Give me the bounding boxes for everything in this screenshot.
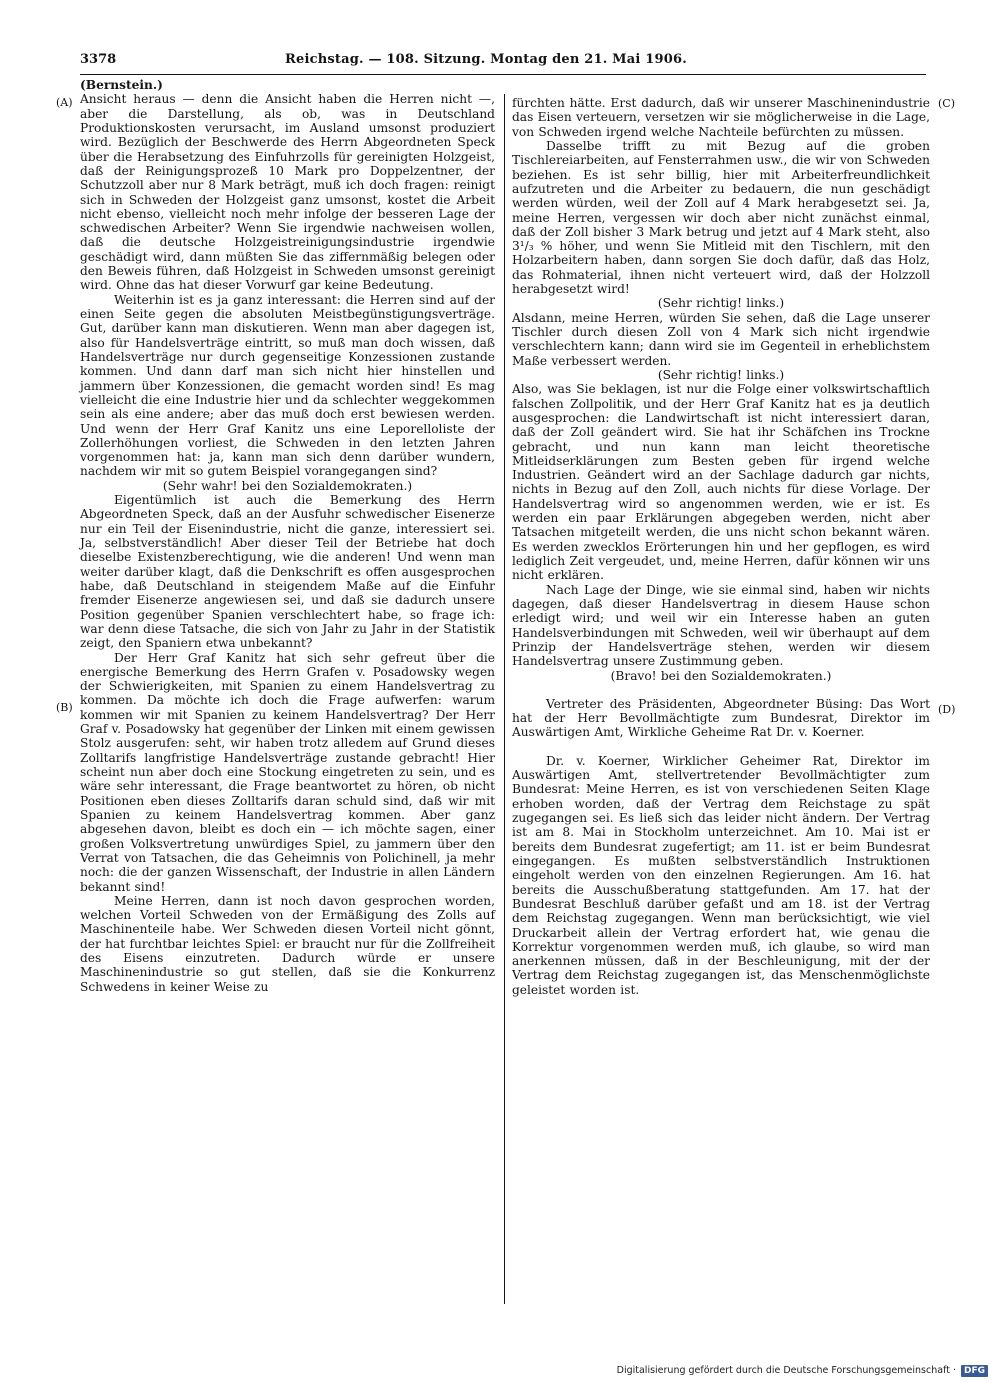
margin-marker-b: (B) — [56, 701, 73, 714]
header-rule — [80, 74, 926, 75]
interjection: (Sehr richtig! links.) — [657, 296, 785, 311]
paragraph: Alsdann, meine Herren, würden Sie sehen, daß die Lage unserer Tischler durch diesen Zoll von 4 Mark sich nicht irgendwie verschlechtern kann; dann wird sie im Gegenteil in erheblichstem Maße verbessert werden. — [512, 310, 930, 368]
left-column — [80, 78, 495, 994]
margin-marker-d: (D) — [938, 703, 956, 716]
running-title: Reichstag. — 108. Sitzung. Montag den 21. Mai 1906. — [285, 52, 687, 67]
margin-marker-a: (A) — [56, 96, 73, 109]
paragraph: Eigentümlich ist auch die Bemerkung des Herrn Abgeordneten Speck, daß an der Ausfuhr schwedischer Eisenerze nur ein Teil der Eisenindustrie, nicht die ganze, interessiert sei. Ja, selbstverständlich! Aber dieser Teil der Betriebe hat doch dieselbe Existenzberechtigung, wie die anderen! Und wenn man weiter darüber klagt, daß die Denkschrift es offen ausgesprochen habe, daß Deutschland in steigendem Maße auf die Einfuhr fremder Eisenerze angewiesen sei, und daß sie dadurch unsere Position gegenüber Spanien verschlechtert habe, so frage ich: war denn diese Tatsache, die sich von Jahr zu Jahr in der Statistik zeigt, den Spaniern etwa unbekannt? — [80, 493, 495, 651]
paragraph: Also, was Sie beklagen, ist nur die Folge einer volkswirtschaftlich falschen Zollpolitik, und der Herr Graf Kanitz hat es ja deutlich ausgesprochen: die Landwirtschaft ist nicht interessiert daran, daß der Zoll geändert wird. Sie hat ihr Schäfchen ins Trockne gebracht, und nun kann man leicht theoretische Mitleidserklärungen zum Besten geben für irgend welche Industrien. Geändert wird an der Sachlage dadurch gar nichts, nichts in Bezug auf den Zoll, auch nichts für diese Vorlage. Der Handelsvertrag wird so angenommen werden, wie er ist. Es werden ein paar Erklärungen abgegeben werden, nicht aber Tatsachen mitgeteilt werden, die uns nicht schon bekannt wären. Es werden zwecklos Erörterungen hin und her gepflogen, es wird lediglich Zeit vergeudet, und, meine Herren, dafür können wir uns nicht erklären. — [512, 382, 930, 583]
paragraph: Ansicht heraus — denn die Ansicht haben die Herren nicht —, aber die Darstellung, als ob, was in Deutschland Produktionskosten verursacht, im Ausland umsonst produziert wird. Bezüglich der Beschwerde des Herrn Abgeordneten Speck über die Herabsetzung des Einfuhrzolls für gereinigten Holzgeist, daß der Reinigungsprozeß 10 Mark pro Doppelzentner, der Schutzzoll aber nur 8 Mark beträgt, muß ich doch fragen: reinigt sich in Schweden der Holzgeist ganz umsonst, kostet die Arbeit nicht ebenso, vielleicht noch mehr infolge der besseren Lage der schwedischen Arbeiter? Wenn Sie irgendwie nachweisen wollen, daß die deutsche Holzgeistreinigungsindustrie irgendwie geschädigt wird, dann müßten Sie das ziffernmäßig belegen oder den Beweis führen, daß Holzgeist in Schweden umsonst gereinigt wird. Ohne das hat dieser Vorwurf gar keine Bedeutung. — [80, 92, 495, 293]
footer-text: Digitalisierung gefördert durch die Deutsche Forschungsgemeinschaft · — [616, 1365, 956, 1376]
speaker-label: (Bernstein.) — [80, 78, 163, 92]
dfg-logo-icon: DFG — [961, 1365, 988, 1377]
paragraph: Nach Lage der Dinge, wie sie einmal sind, haben wir nichts dagegen, daß dieser Handelsvertrag in diesem Hause schon erledigt wird; und weil wir ein Interesse haben an guten Handelsverbindungen mit Schweden, weil wir überhaupt auf dem Prinzip der Handelsverträge stehen, werden wir diesem Handelsvertrag unsere Zustimmung geben. — [512, 582, 930, 669]
interjection: (Sehr wahr! bei den Sozialdemokraten.) — [162, 478, 413, 493]
interjection: (Bravo! bei den Sozialdemokraten.) — [610, 668, 832, 683]
page-number: 3378 — [80, 52, 117, 67]
paragraph: Vertreter des Präsidenten, Abgeordneter Büsing: Das Wort hat der Herr Bevollmächtigte zum Bundesrat, Direktor im Auswärtigen Amt, Wirkliche Geheime Rat Dr. v. Koerner. — [512, 696, 930, 740]
margin-marker-c: (C) — [938, 97, 955, 110]
paragraph: Meine Herren, dann ist noch davon gesprochen worden, welchen Vorteil Schweden von der Ermäßigung des Zolls auf Maschinenteile habe. Wer Schweden diesen Vorteil nicht gönnt, der hat furchtbar leichtes Spiel: er braucht nur für die Zollfreiheit des Eisens einzutreten. Dadurch würde er unsere Maschinenindustrie so gut stellen, daß sie die Konkurrenz Schwedens in keiner Weise zu — [80, 893, 495, 994]
column-divider — [504, 94, 505, 1304]
paragraph: Weiterhin ist es ja ganz interessant: die Herren sind auf der einen Seite gegen die absoluten Meistbegünstigungsverträge. Gut, darüber kann man diskutieren. Wenn man aber dagegen ist, also für Handelsverträge eintritt, so muß man doch wissen, daß Handelsverträge nur durch gegenseitige Konzessionen zustande kommen. Und dann darf man sich nicht hier hinstellen und jammern über Konzessionen, die gemacht worden sind! Es mag vielleicht die eine Industrie hier und da schlechter weggekommen sein als eine andere; aber das muß doch erst bewiesen werden. Und wenn der Herr Graf Kanitz uns eine Leporelloliste der Zollerhöhungen vorliest, die Schweden in den letzten Jahren vorgenommen hat: ja, kann man sich denn darüber wundern, nachdem wir mit so gutem Beispiel vorangegangen sind? — [80, 292, 495, 479]
page-header — [80, 52, 722, 70]
digitization-credit — [600, 1364, 988, 1378]
paragraph: Dasselbe trifft zu mit Bezug auf die groben Tischlereiarbeiten, auf Fensterrahmen usw., die wir von Schweden beziehen. Es ist sehr billig, hier mit Arbeiterfreundlichkeit aufzutreten und die Arbeiter zu bedauern, die nun geschädigt werden würden, weil der Zoll auf 4 Mark herabgesetzt sei. Ja, meine Herren, vergessen wir doch aber nicht zunächst einmal, daß der Zoll bisher 3 Mark betrug und jetzt auf 4 Mark steht, also 3¹/₃ % höher, und wenn Sie Mitleid mit den Tischlern, mit den Holzarbeitern haben, dann sorgen Sie doch dafür, daß das Holz, das Rohmaterial, ihnen nicht verteuert wird, daß der Holzzoll herabgesetzt wird! — [512, 138, 930, 297]
right-column — [512, 96, 930, 997]
paragraph: Dr. v. Koerner, Wirklicher Geheimer Rat, Direktor im Auswärtigen Amt, stellvertretender Bevollmächtigter zum Bundesrat: Meine Herren, es ist von verschiedenen Seiten Klage erhoben worden, daß der Vertrag dem Reichstage zu spät zugegangen sei. Es ließ sich das leider nicht ändern. Der Vertrag ist am 8. Mai in Stockholm unterzeichnet. Am 10. Mai ist er bereits dem Bundesrat zugefertigt; am 11. ist er beim Bundesrat eingegangen. Es mußten selbstverständlich Instruktionen eingeholt werden von den einzelnen Regierungen. Am 16. hat bereits die Ausschußberatung stattgefunden. Am 17. hat der Bundesrat Beschluß darüber gefaßt und am 18. ist der Vertrag dem Reichstag zugegangen. Wenn man berücksichtigt, wie viel Druckarbeit allein der Vertrag erfordert hat, wie genau die Korrektur vorgenommen werden muß, ich glaube, so wird man anerkennen müssen, daß in der Beschleunigung, mit der der Vertrag dem Reichstag zugegangen ist, das Menschenmöglichste geleistet worden ist. — [512, 753, 930, 997]
paragraph: Der Herr Graf Kanitz hat sich sehr gefreut über die energische Bemerkung des Herrn Grafen v. Posadowsky wegen der Schwierigkeiten, mit Spanien zu einem Handelsvertrag zu kommen. Da möchte ich doch die Frage aufwerfen: warum kommen wir mit Spanien zu keinem Handelsvertrag? Der Herr Graf v. Posadowsky hat gegenüber der Linken mit einem gewissen Stolz ausgerufen: seht, wir haben trotz alledem auf Grund dieses Zolltarifs langfristige Handelsverträge zustande gebracht! Hier scheint nun aber doch eine Stockung eingetreten zu sein, und es wäre sehr interessant, die Frage beantwortet zu hören, ob nicht Positionen eben dieses Zolltarifs daran schuld sind, daß wir mit Spanien zu keinem Handelsvertrag kommen. Aber ganz abgesehen davon, bleibt es doch ein — ich möchte sagen, einer großen Volksvertretung unwürdiges Spiel, zu jammern über den Verrat von Tatsachen, die das Geheimnis von Polichinell, ja mehr noch: die der ganzen Wissenschaft, der Industrie in allen Ländern bekannt sind! — [80, 650, 495, 894]
paragraph: fürchten hätte. Erst dadurch, daß wir unserer Maschinenindustrie das Eisen verteuern, versetzen wir sie möglicherweise in die Lage, von Schweden irgend welche Nachteile befürchten zu müssen. — [512, 96, 930, 139]
interjection: (Sehr richtig! links.) — [657, 367, 785, 382]
